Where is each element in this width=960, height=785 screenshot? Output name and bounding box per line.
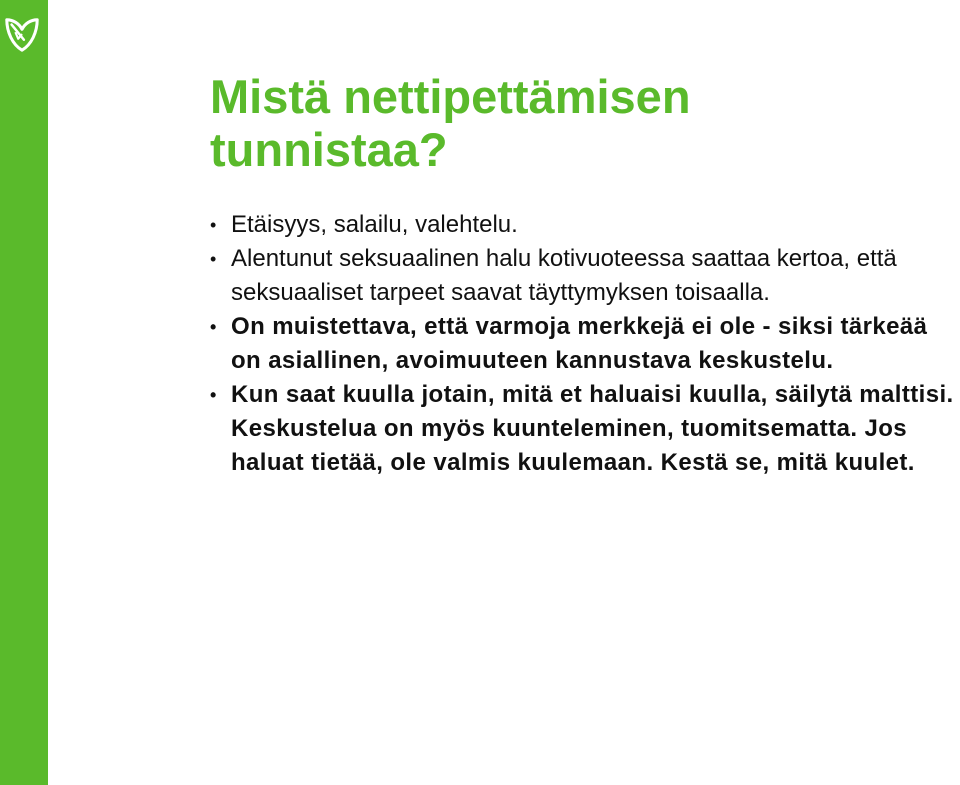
bullet-item: • On muistettava, että varmoja merkkejä ei ole - siksi tärkeää on asiallinen, avoimuuteen kannustava keskustelu. <box>210 310 958 378</box>
bullet-item: • Kun saat kuulla jotain, mitä et haluaisi kuulla, säilytä malttisi. Keskustelua on myös kuunteleminen, tuomitsematta. Jos haluat tietää, ole valmis kuulemaan. Kestä se, mitä kuulet. <box>210 378 958 480</box>
bullet-list <box>210 208 958 480</box>
side-accent-bar <box>0 0 48 785</box>
bullet-item: • Alentunut seksuaalinen halu kotivuoteessa saattaa kertoa, että seksuaaliset tarpeet saavat täyttymyksen toisaalla. <box>210 242 958 310</box>
bullet-item: • Etäisyys, salailu, valehtelu. <box>210 208 958 242</box>
slide-title: Mistä nettipettämisen tunnistaa? <box>210 70 691 176</box>
leaf-logo-icon <box>3 16 41 54</box>
